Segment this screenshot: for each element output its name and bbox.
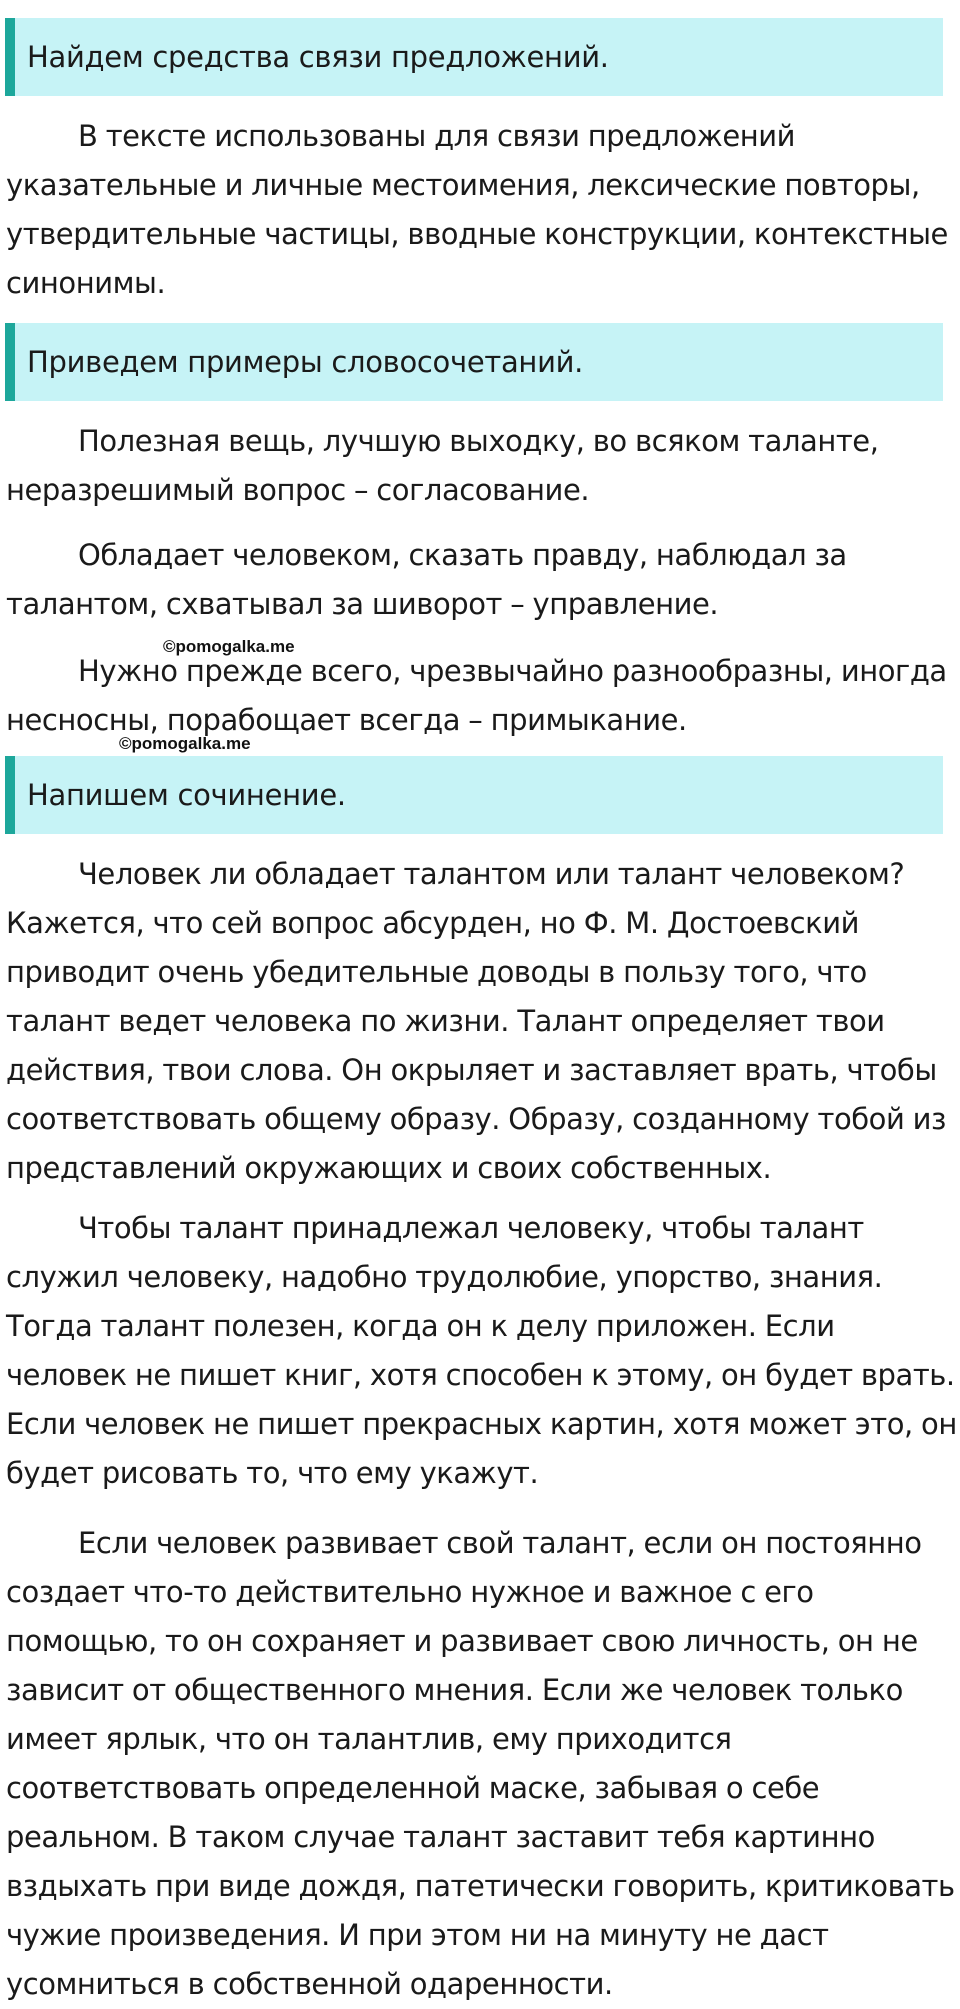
paragraph: Если человек развивает свой талант, если он постоянно создает что-то действительно нужное и важное с его помощью, то он сохраняет и развивает свою личность, он не зависит от общественного мнения. Если же человек только имеет ярлык, что он талантлив, ему приходится соответствовать определенной маске, забывая о себе реальном. В таком случае талант заставит тебя картинно вздыхать при виде дождя, патетически говорить, критиковать чужие произведения. И при этом ни на минуту не даст усомниться в собственной одаренности.	[6, 1526, 955, 2001]
paragraph: Чтобы талант принадлежал человеку, чтобы талант служил человеку, надобно трудолюбие, упорство, знания. Тогда талант полезен, когда он к делу приложен. Если человек не пишет книг, хотя способен к этому, он будет врать. Если человек не пишет прекрасных картин, хотя может это, он будет рисовать то, что ему укажут.	[6, 1211, 957, 1490]
section-heading: Приведем примеры словосочетаний.	[5, 323, 943, 401]
paragraph: Обладает человеком, сказать правду, наблюдал за талантом, схватывал за шиворот – управление.	[6, 538, 847, 621]
paragraph: Полезная вещь, лучшую выходку, во всяком таланте, неразрешимый вопрос – согласование.	[6, 424, 879, 507]
watermark: ©pomogalka.me	[163, 637, 295, 656]
paragraph: Человек ли обладает талантом или талант человеком? Кажется, что сей вопрос абсурден, но Ф. М. Достоевский приводит очень убедительные доводы в пользу того, что талант ведет человека по жизни. Талант определяет твои действия, твои слова. Он окрыляет и заставляет врать, чтобы соответствовать общему образу. Образу, созданному тобой из представлений окружающих и своих собственных.	[6, 857, 947, 1185]
section-heading: Найдем средства связи предложений.	[5, 18, 943, 96]
section-heading: Напишем сочинение.	[5, 756, 943, 834]
watermark: ©pomogalka.me	[119, 734, 251, 753]
paragraph: В тексте использованы для связи предложений указательные и личные местоимения, лексические повторы, утвердительные частицы, вводные конструкции, контекстные синонимы.	[6, 119, 948, 300]
paragraph: Нужно прежде всего, чрезвычайно разнообразны, иногда несносны, порабощает всегда – примыкание.	[6, 654, 947, 737]
